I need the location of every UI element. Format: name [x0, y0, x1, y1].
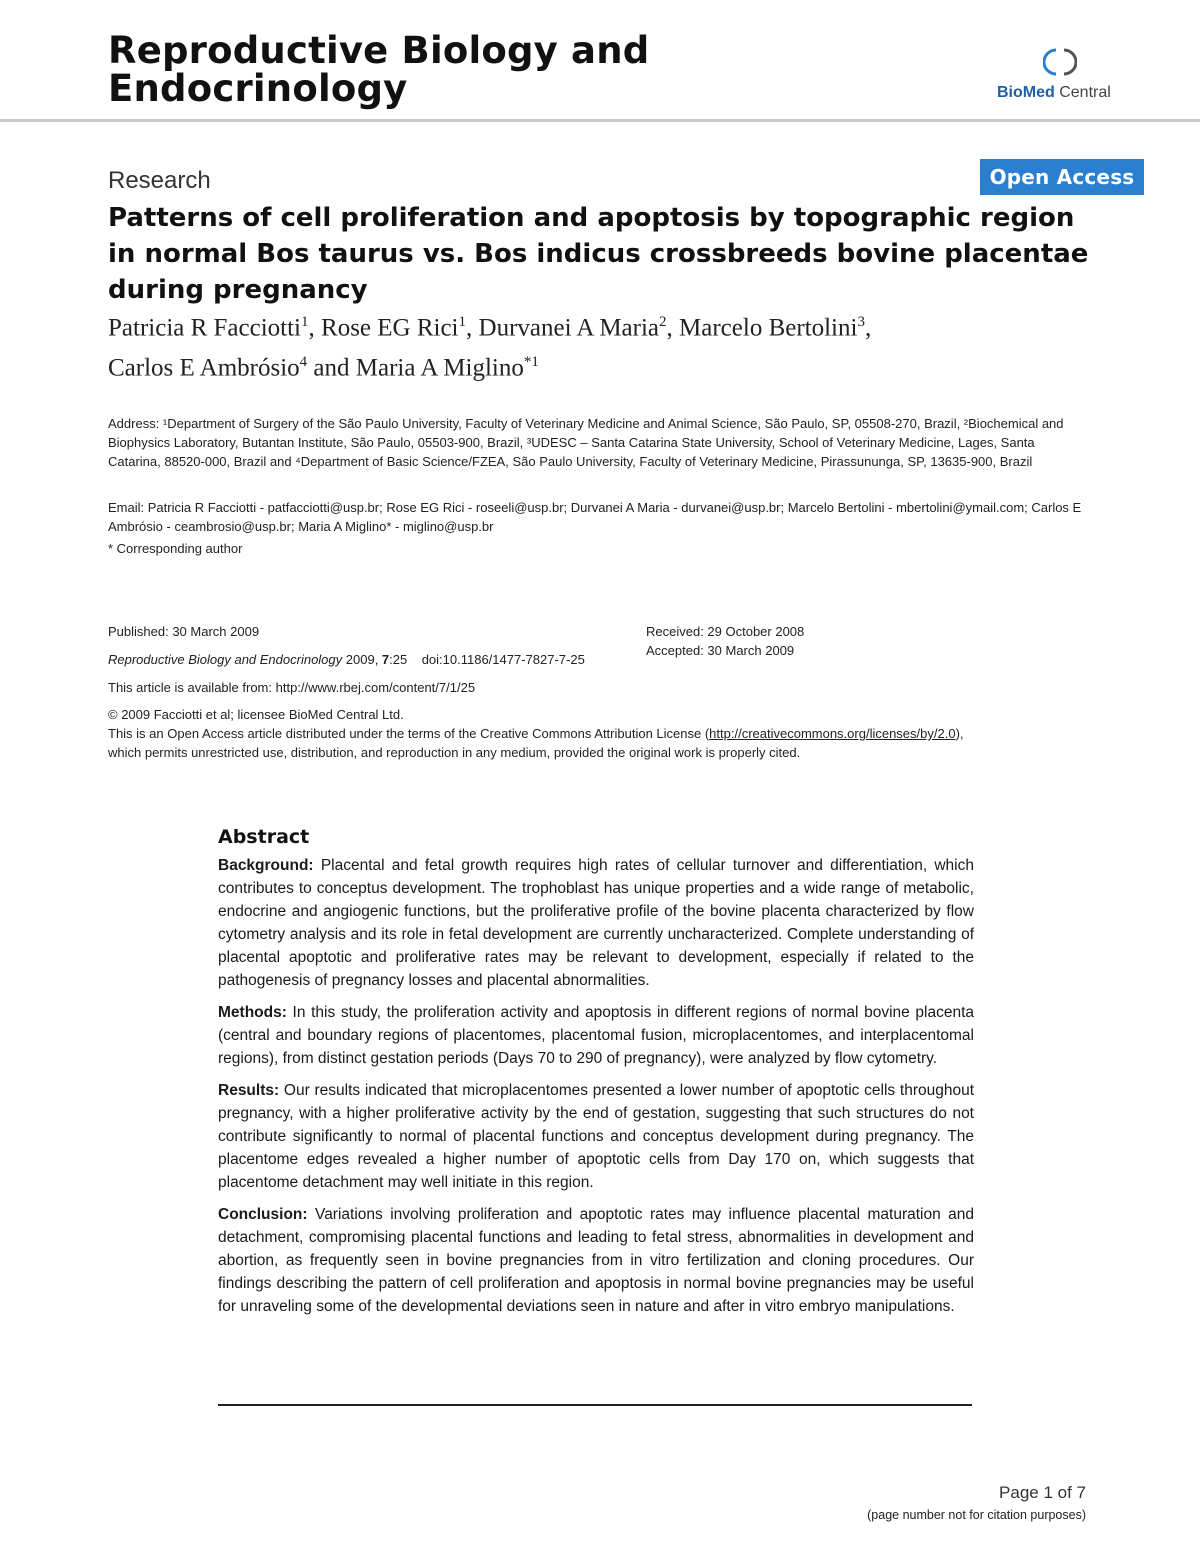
- author-affiliation: 3: [857, 314, 865, 330]
- author: Rose EG Rici: [321, 314, 459, 342]
- author: Marcelo Bertolini: [679, 314, 858, 342]
- author-affiliation: 4: [299, 354, 308, 371]
- citation-pages: :25: [389, 652, 408, 667]
- author-list: Patricia R Facciotti$^1$, Rose EG Rici$^1$, Durvanei A Maria$^2$, Marcelo Bertolini$^3$, Carlos E Ambrósio$^4$ and Maria A Miglino$^{*1}$: [108, 314, 872, 382]
- publication-info: [108, 622, 628, 697]
- abstract-conclusion: [218, 1203, 974, 1318]
- abstract-text: Placental and fetal growth requires high rates of cellular turnover and differentiation, which contributes to conceptus development. The trophoblast has unique properties and a wide range of metabolic, endocrine and angiogenic functions, but the proliferative profile of the bovine placenta characterized by flow cytometry analysis and its role in fetal development are currently uncharacterized. Complete understanding of placental apoptotic and proliferative rates may be relevant to development, especially if related to the pathogenesis of pregnancy losses and placental abnormalities.: [218, 857, 974, 989]
- corresponding-author-note: * Corresponding author: [108, 541, 243, 556]
- abstract-results: [218, 1079, 974, 1194]
- publisher-name: [997, 84, 1111, 102]
- citation-journal: Reproductive Biology and Endocrinology: [108, 652, 343, 667]
- author: Carlos E Ambrósio: [108, 354, 300, 382]
- abstract-methods: [218, 1001, 974, 1070]
- biomed-central-logo-icon: [1043, 46, 1077, 78]
- doi: doi:10.1186/1477-7827-7-25: [421, 652, 585, 667]
- received-date: Received: 29 October 2008: [646, 624, 805, 639]
- abstract-text: Our results indicated that microplacentomes presented a lower number of apoptotic cells throughout pregnancy, with a higher proliferative activity by the end of gestation, suggesting that such structures do not contribute significantly to normal of placental functions and conceptus development during pregnancy. The placentome edges revealed a higher number of apoptotic cells from Day 170 on, which suggests that placentome detachment may well initiate in this region.: [218, 1082, 975, 1191]
- abstract-label: Results:: [218, 1082, 280, 1099]
- author: Maria A Miglino: [355, 354, 524, 382]
- open-access-badge: Open Access: [980, 159, 1144, 195]
- author-emails: Email: Patricia R Facciotti - patfacciotti@usp.br; Rose EG Rici - roseeli@usp.br; Durvanei A Maria - durvanei@usp.br; Marcelo Bertolini - mbertolini@ymail.com; Carlos E Ambrósio - ceambrosio@usp.br; Maria A Miglino* - miglino@usp.br: [108, 500, 1082, 534]
- accepted-date: Accepted: 30 March 2009: [646, 643, 795, 658]
- section-label: Research: [108, 167, 211, 194]
- abstract-heading: Abstract: [218, 826, 310, 848]
- license-line: This is an Open Access article distributed under the terms of the Creative Commons Attribution License (http://creativecommons.org/licenses/by/2.0),: [108, 726, 964, 741]
- author-affiliation: 1: [301, 314, 309, 330]
- citation-year: 2009,: [342, 652, 382, 667]
- page-number: Page 1 of 7: [999, 1483, 1086, 1502]
- author-addresses: Address: ¹Department of Surgery of the São Paulo University, Faculty of Veterinary Medicine and Animal Science, São Paulo, SP, 05508-270, Brazil, ²Biochemical and Biophysics Laboratory, Butantan Institute, São Paulo, 05503-900, Brazil, ³UDESC – Santa Catarina State University, School of Veterinary Medicine, Lages, Santa Catarina, 88520-000, Brazil and ⁴Department of Basic Science/FZEA, São Paulo University, Faculty of Veterinary Medicine, Pirassununga, SP, 13635-900, Brazil: [108, 416, 1064, 469]
- copyright-notice: [108, 705, 1098, 762]
- author: Durvanei A Maria: [478, 314, 660, 342]
- author-affiliation: 2: [659, 314, 667, 330]
- page-number-note: (page number not for citation purposes): [867, 1508, 1086, 1522]
- abstract-text: In this study, the proliferation activity and apoptosis in different regions of normal bovine placenta (central and boundary regions of placentomes, placentomal fusion, microplacentomes, and interplacentomal regions), from distinct gestation periods (Days 70 to 290 of pregnancy), were analyzed by flow cytometry.: [218, 1004, 974, 1067]
- citation-volume: 7: [381, 652, 390, 667]
- journal-title-line2: Endocrinology: [108, 67, 408, 110]
- article-title: Patterns of cell proliferation and apoptosis by topographic region in normal Bos taurus vs. Bos indicus crossbreeds bovine placentae during pregnancy: [108, 203, 1089, 305]
- copyright-line: © 2009 Facciotti et al; licensee BioMed Central Ltd.: [108, 707, 404, 722]
- citation: [108, 650, 628, 669]
- journal-title-line1: Reproductive Biology and: [108, 29, 650, 72]
- publisher-logo: [997, 46, 1137, 106]
- abstract-label: Background:: [218, 857, 314, 874]
- abstract-text: Variations involving proliferation and apoptotic rates may influence placental maturation and detachment, compromising placental functions and leading to fetal stress, abnormalities in development and abortion, as frequently seen in bovine pregnancies from in vitro fertilization and cloning procedures. Our findings describing the pattern of cell proliferation and apoptosis in normal bovine pregnancies may be useful for unraveling some of the developmental deviations seen in nature and after in vitro embryo manipulations.: [218, 1206, 974, 1315]
- author: Patricia R Facciotti: [108, 314, 302, 342]
- article-url: This article is available from: http://www.rbej.com/content/7/1/25: [108, 680, 476, 695]
- license-link[interactable]: http://creativecommons.org/licenses/by/2.0: [709, 726, 956, 741]
- journal-title: [108, 29, 650, 110]
- abstract-divider: [218, 1404, 972, 1406]
- license-line-2: which permits unrestricted use, distribution, and reproduction in any medium, provided the original work is properly cited.: [108, 745, 801, 760]
- published-date: Published: 30 March 2009: [108, 624, 260, 639]
- publisher-name-bold: BioMed: [997, 84, 1055, 101]
- abstract-label: Methods:: [218, 1004, 287, 1021]
- author-affiliation: *1: [523, 354, 539, 371]
- header-divider: [0, 119, 1200, 122]
- received-accepted-dates: [646, 622, 946, 660]
- abstract-background: [218, 854, 974, 992]
- abstract: [218, 826, 974, 1327]
- abstract-label: Conclusion:: [218, 1206, 308, 1223]
- publisher-name-rest: Central: [1054, 84, 1111, 101]
- author-affiliation: 1: [458, 314, 467, 330]
